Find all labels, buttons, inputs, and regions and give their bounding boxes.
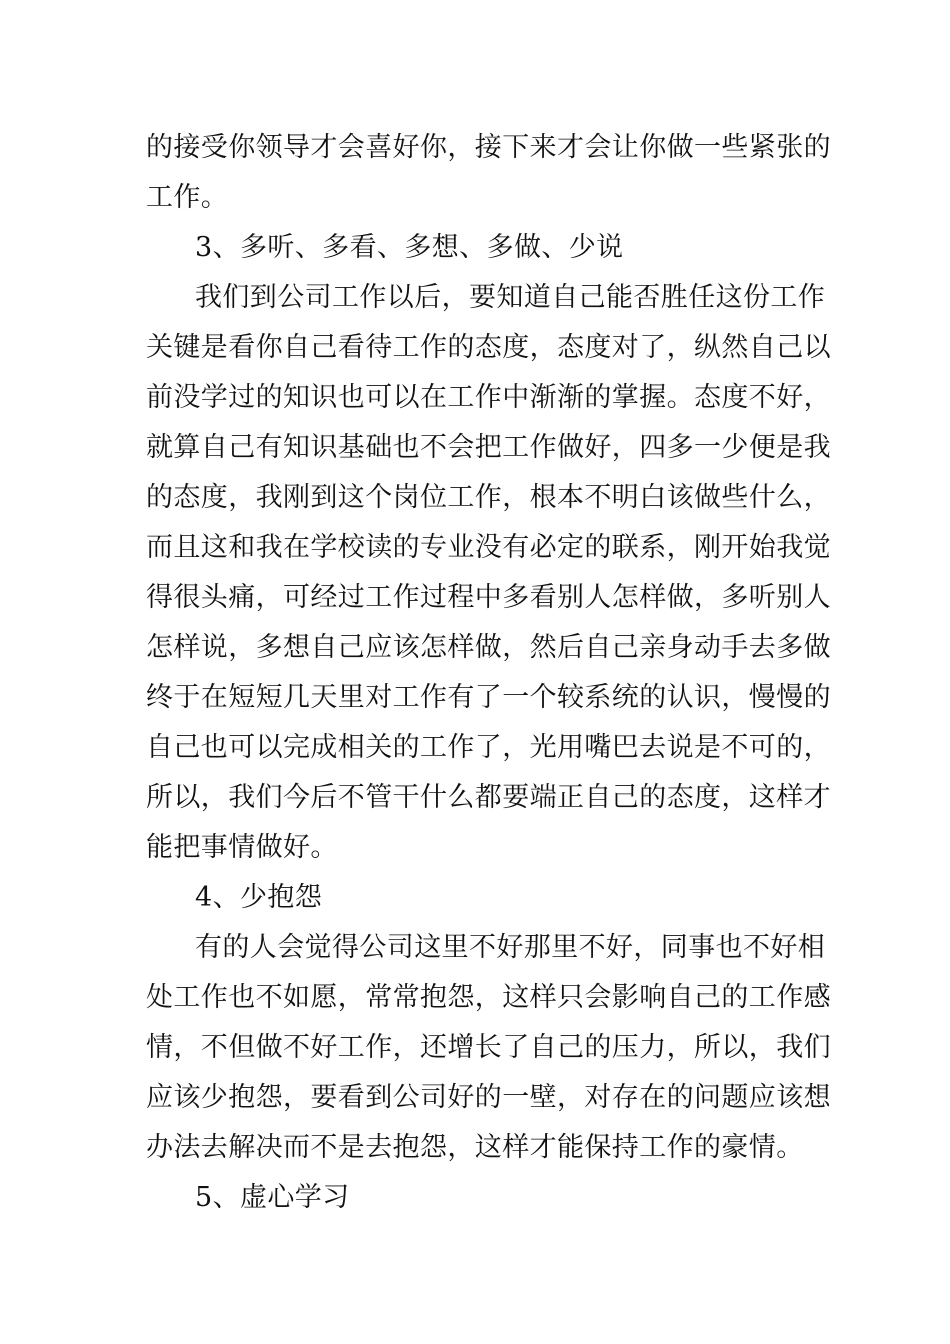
text-line: 而且这和我在学校读的专业没有必定的联系，刚开始我觉	[146, 532, 831, 563]
text-line: 就算自己有知识基础也不会把工作做好，四多一少便是我	[146, 432, 831, 463]
text-line: 前没学过的知识也可以在工作中渐渐的掌握。态度不好，	[146, 382, 831, 413]
text-line: 的态度，我刚到这个岗位工作，根本不明白该做些什么，	[146, 482, 831, 513]
text-line: 能把事情做好。	[146, 832, 338, 863]
text-line: 情，不但做不好工作，还增长了自己的压力，所以，我们	[146, 1032, 831, 1063]
text-line: 的接受你领导才会喜好你，接下来才会让你做一些紧张的	[146, 132, 831, 163]
text-line: 工作。	[146, 182, 229, 213]
text-line: 所以，我们今后不管干什么都要端正自己的态度，这样才	[146, 782, 831, 813]
text-line: 关键是看你自己看待工作的态度，态度对了，纵然自己以	[146, 332, 831, 363]
section-heading: 3、多听、多看、多想、多做、少说	[195, 232, 624, 263]
text-line: 处工作也不如愿，常常抱怨，这样只会影响自己的工作感	[146, 982, 831, 1013]
paragraph-first-line: 我们到公司工作以后，要知道自己能否胜任这份工作	[195, 282, 826, 313]
text-line: 得很头痛，可经过工作过程中多看别人怎样做，多听别人	[146, 582, 831, 613]
text-line: 终于在短短几天里对工作有了一个较系统的认识，慢慢的	[146, 682, 831, 713]
text-line: 应该少抱怨，要看到公司好的一壁，对存在的问题应该想	[146, 1082, 831, 1113]
text-line: 自己也可以完成相关的工作了，光用嘴巴去说是不可的，	[146, 732, 831, 763]
paragraph-first-line: 有的人会觉得公司这里不好那里不好，同事也不好相	[195, 932, 826, 963]
text-line: 怎样说，多想自己应该怎样做，然后自己亲身动手去多做	[146, 632, 831, 663]
section-heading: 4、少抱怨	[195, 882, 323, 913]
section-heading: 5、虚心学习	[195, 1182, 350, 1213]
text-line: 办法去解决而不是去抱怨，这样才能保持工作的豪情。	[146, 1132, 804, 1163]
